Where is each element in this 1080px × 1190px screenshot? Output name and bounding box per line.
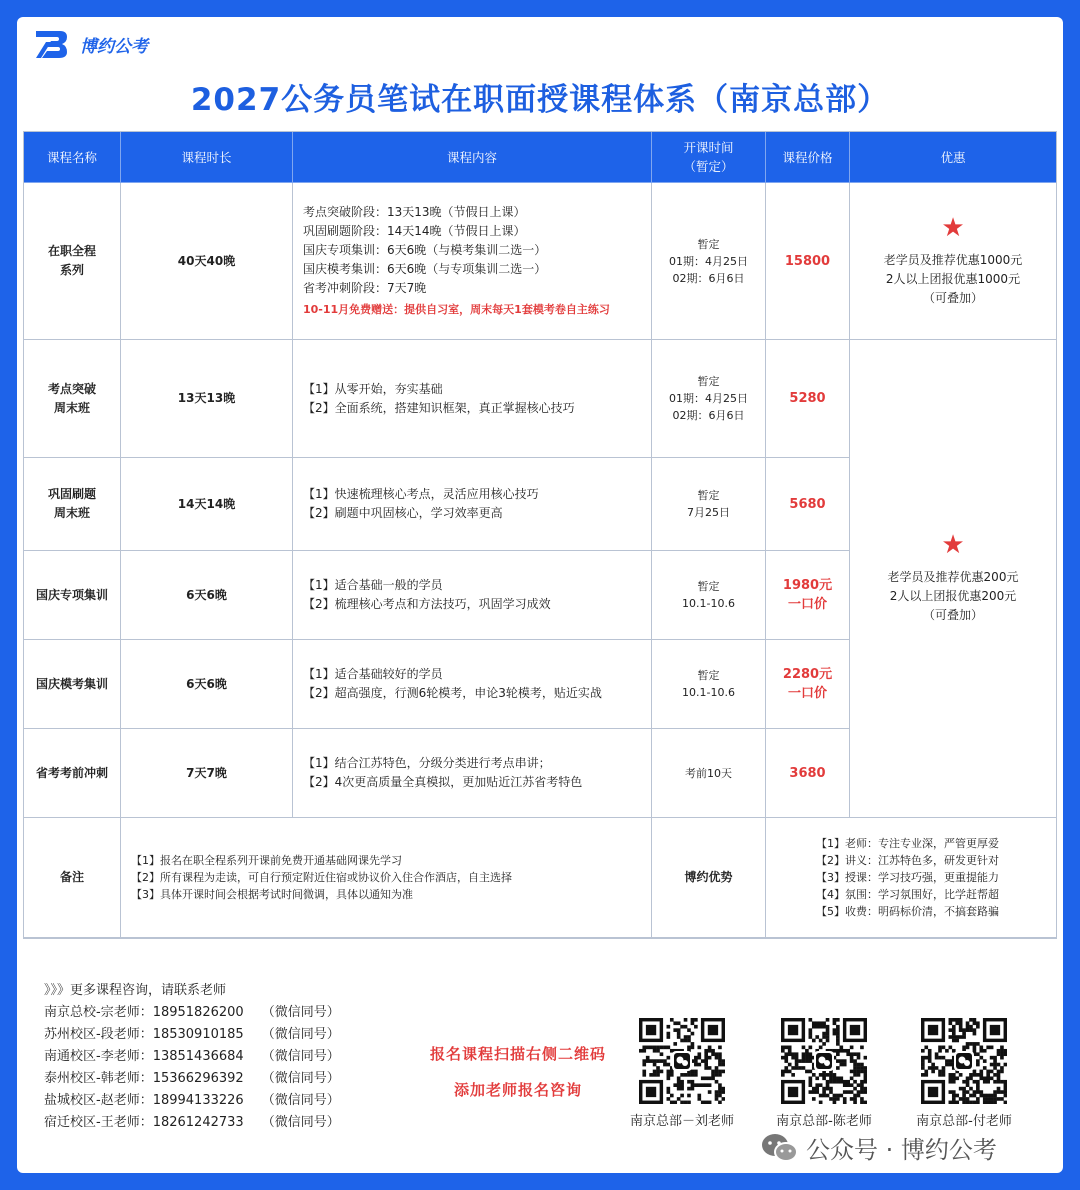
course-content-line: 【2】刷题中巩固核心，学习效率更高 (303, 506, 503, 520)
course-price-text-wrap (783, 665, 832, 703)
column-header (850, 132, 1056, 183)
course-start-line: 01期：4月25日 (669, 392, 748, 405)
advantage-line: 【2】讲义：江苏特色多，研发更针对 (816, 854, 999, 867)
contact-note: （微信同号） (261, 1005, 340, 1020)
course-start-line: 暂定 (697, 580, 720, 593)
course-content-line: 国庆专项集训：6天6晚（与模考集训二选一） (303, 243, 547, 257)
course-content-wrap (303, 380, 575, 418)
course-name (24, 729, 121, 818)
column-header (121, 132, 293, 183)
course-price (766, 458, 850, 551)
course-content-wrap (303, 665, 602, 703)
course-name-text: 省考考前冲刺 (35, 765, 108, 780)
course-name-text: 在职全程 (47, 244, 96, 258)
remarks-label-text: 备注 (59, 870, 84, 884)
course-start-date (652, 458, 766, 551)
course-content-line: 【2】4次更高质量全真模拟，更加贴近江苏省考特色 (303, 775, 583, 789)
course-price-text: 3680 (789, 765, 826, 781)
course-start-line: 暂定 (697, 375, 720, 388)
course-price-text-wrap (789, 764, 825, 783)
watermark-text: 公众号 · 博约公考 (806, 1136, 997, 1164)
contact-row (44, 1068, 340, 1090)
course-price-text: 5280 (789, 391, 826, 406)
course-content-line: 【1】从零开始，夯实基础 (303, 381, 443, 396)
course-content-line: 【2】梳理核心考点和方法技巧，巩固学习成效 (303, 597, 551, 611)
contact-note: （微信同号） (261, 1115, 340, 1130)
page-title: 2027公务员笔试在职面授课程体系（南京总部） (190, 82, 890, 118)
course-content-note: 10-11月免费赠送：提供自习室，周末每天1套模考卷自主练习 (303, 303, 610, 316)
course-duration (121, 183, 293, 340)
remarks-line: 【1】报名在职全程系列开课前免费开通基础网课先学习 (131, 854, 402, 867)
course-price-text: 15800 (784, 253, 831, 269)
course-content-wrap (303, 203, 610, 319)
course-start-date (652, 729, 766, 818)
brand-logo-icon (34, 28, 68, 60)
contact-phone[interactable]: 13851436684 (152, 1049, 244, 1064)
advantage-line: 【5】收费：明码标价清，不搞套路骗 (816, 905, 999, 918)
qr-code-card (764, 1018, 884, 1129)
course-name-text-wrap (48, 380, 96, 418)
contact-intro: 》》》更多课程咨询，请联系老师 (44, 983, 227, 998)
course-start-line: 10.1-10.6 (682, 686, 735, 699)
course-start-line: 02期：6月6日 (672, 409, 745, 422)
discount-line: 老学员及推荐优惠1000元 (883, 252, 1023, 267)
course-start-line: 暂定 (697, 669, 720, 682)
course-name-text-wrap (36, 764, 108, 783)
course-duration-text: 13天13晚 (177, 391, 236, 405)
contact-campus: 南京总校-宗老师： (44, 1005, 153, 1020)
discount-line: （可叠加） (922, 608, 983, 622)
course-content-line: 考点突破阶段：13天13晚（节假日上课） (303, 205, 526, 219)
column-header-text-wrap (940, 148, 965, 167)
signup-prompt-line: 报名课程扫描右侧二维码 (429, 1045, 606, 1063)
course-start-line: 02期：6月6日 (672, 271, 745, 285)
contact-row (44, 1112, 340, 1134)
course-name-text-wrap (48, 485, 96, 523)
contact-note: （微信同号） (261, 1093, 340, 1108)
course-name-text: 周末班 (53, 400, 90, 415)
contact-list (44, 980, 340, 1134)
column-header-text-wrap (47, 148, 97, 167)
advantage-content (766, 818, 1056, 938)
course-duration (121, 551, 293, 640)
wechat-watermark (760, 1130, 997, 1165)
column-header-text: 课程价格 (782, 149, 833, 165)
course-content-wrap (303, 754, 582, 792)
advantage-line: 【1】老师：专注专业深，严管更厚爱 (816, 837, 999, 850)
course-table (23, 131, 1057, 939)
remarks-wrap (131, 852, 512, 903)
course-price-text: 一口价 (787, 686, 827, 701)
column-header (766, 132, 850, 183)
advantage-line: 【4】氛围：学习氛围好，比学赶帮超 (816, 888, 999, 901)
contact-note: （微信同号） (261, 1071, 340, 1086)
column-header-text: 课程时长 (181, 149, 232, 165)
course-start-wrap (687, 487, 730, 521)
course-content-line: 【1】适合基础一般的学员 (303, 578, 443, 592)
course-start-line: 10.1-10.6 (682, 597, 735, 610)
remarks-content (121, 818, 652, 938)
course-name-text: 系列 (59, 263, 84, 277)
course-name (24, 183, 121, 340)
course-duration (121, 729, 293, 818)
discount-line: 老学员及推荐优惠200元 (887, 570, 1019, 584)
contact-note: （微信同号） (261, 1027, 340, 1042)
course-price (766, 640, 850, 729)
discount-line: 2人以上团报优惠1000元 (885, 271, 1021, 286)
column-header (652, 132, 766, 183)
course-duration-text: 6天6晚 (186, 587, 227, 602)
course-start-line: 01期：4月25日 (669, 254, 748, 268)
course-name-text: 周末班 (53, 506, 90, 520)
contact-campus: 南通校区-李老师： (44, 1049, 153, 1064)
discount-cell (850, 183, 1056, 340)
course-content-wrap (303, 576, 551, 614)
contact-campus: 泰州校区-韩老师： (44, 1071, 153, 1086)
course-content (293, 729, 652, 818)
advantage-label (652, 818, 766, 938)
contact-row (44, 1002, 340, 1024)
column-header-text: 课程名称 (46, 149, 97, 165)
course-price (766, 551, 850, 640)
column-header-text: 课程内容 (446, 149, 497, 165)
course-start-line: 暂定 (697, 237, 720, 251)
course-content (293, 551, 652, 640)
course-price (766, 729, 850, 818)
contact-phone[interactable]: 18261242733 (152, 1115, 244, 1130)
course-content (293, 183, 652, 340)
remarks-line: 【2】所有课程为走读，可自行预定附近住宿或协议价入住合作酒店，自主选择 (131, 871, 512, 884)
course-content-line: 【2】全面系统，搭建知识框架，真正掌握核心技巧 (303, 400, 575, 415)
contact-phone[interactable]: 18994133226 (152, 1093, 244, 1108)
column-header-text-wrap (782, 148, 832, 167)
course-name (24, 640, 121, 729)
course-price-text: 1980元 (782, 578, 833, 593)
course-duration-text: 40天40晚 (177, 253, 236, 268)
course-price-text-wrap (783, 576, 832, 614)
contact-phone[interactable]: 18951826200 (152, 1005, 244, 1020)
brand-logo (34, 28, 148, 60)
discount-line: 2人以上团报优惠200元 (889, 589, 1017, 603)
qr-code-image (639, 1018, 725, 1104)
contact-phone[interactable]: 18530910185 (152, 1027, 244, 1042)
course-content (293, 340, 652, 458)
course-start-wrap (682, 667, 735, 701)
course-price-text: 一口价 (787, 597, 827, 612)
course-duration (121, 340, 293, 458)
course-start-date (652, 551, 766, 640)
course-start-wrap (669, 236, 748, 287)
remarks-line: 【3】具体开课时间会根据考试时间微调，具体以通知为准 (131, 888, 413, 901)
course-name-text: 巩固刷题 (47, 487, 96, 501)
contact-campus: 宿迁校区-王老师： (44, 1115, 153, 1130)
contact-campus: 苏州校区-段老师： (44, 1027, 153, 1042)
course-name-text-wrap (36, 586, 108, 605)
course-price (766, 183, 850, 340)
course-start-wrap (685, 765, 732, 782)
contact-note: （微信同号） (261, 1049, 340, 1064)
course-duration-text: 6天6晚 (186, 676, 227, 691)
qr-code-label: 南京总部-陈老师 (776, 1114, 872, 1129)
column-header-text-wrap (181, 148, 231, 167)
course-start-line: 暂定 (697, 489, 720, 502)
wechat-icon (760, 1132, 798, 1164)
column-header-text: 开课时间 (683, 140, 734, 155)
column-header-text: （暂定） (683, 159, 734, 174)
course-start-date (652, 640, 766, 729)
advantage-label-text: 博约优势 (684, 870, 733, 884)
column-header (24, 132, 121, 183)
discount-wrap (883, 212, 1023, 308)
column-header (293, 132, 652, 183)
star-icon: ★ (941, 212, 965, 243)
course-price-text-wrap (789, 495, 825, 514)
course-duration-text: 14天14晚 (177, 496, 236, 511)
column-header-text: 优惠 (940, 149, 966, 165)
course-price (766, 340, 850, 458)
course-price-text-wrap (789, 389, 825, 408)
contact-campus: 盐城校区-赵老师： (44, 1093, 153, 1108)
signup-prompt-line: 添加老师报名咨询 (453, 1081, 582, 1099)
discount-cell (850, 340, 1056, 818)
course-start-line: 7月25日 (687, 506, 730, 519)
signup-prompt (408, 1036, 628, 1108)
course-content-line: 【2】超高强度，行测6轮模考，申论3轮模考，贴近实战 (303, 686, 602, 700)
course-name-text-wrap (48, 242, 96, 280)
course-content-wrap (303, 485, 539, 523)
qr-code-image (921, 1018, 1007, 1104)
course-name (24, 458, 121, 551)
course-name-text: 考点突破 (47, 381, 96, 396)
qr-code-card (622, 1018, 742, 1129)
course-content-line: 【1】结合江苏特色，分级分类进行考点串讲； (303, 756, 551, 770)
qr-code-image (781, 1018, 867, 1104)
advantage-line: 【3】授课：学习技巧强，更重提能力 (816, 871, 999, 884)
course-duration-text: 7天7晚 (186, 765, 227, 780)
course-content (293, 640, 652, 729)
course-duration (121, 640, 293, 729)
qr-code-label: 南京总部-付老师 (916, 1114, 1012, 1129)
star-icon: ★ (941, 530, 965, 560)
brand-name: 博约公考 (80, 36, 148, 57)
course-start-wrap (682, 578, 735, 612)
course-price-text: 5680 (789, 496, 826, 512)
course-content-line: 【1】快速梳理核心考点，灵活应用核心技巧 (303, 487, 539, 501)
column-header-text-wrap (683, 138, 733, 176)
course-start-line: 考前10天 (685, 766, 732, 780)
course-name-text: 国庆模考集训 (35, 676, 108, 691)
column-header-text-wrap (447, 148, 497, 167)
course-name-text: 国庆专项集训 (35, 587, 108, 602)
remarks-label (24, 818, 121, 938)
course-content-line: 【1】适合基础较好的学员 (303, 667, 443, 681)
advantage-wrap (816, 835, 999, 920)
discount-line: （可叠加） (922, 290, 983, 305)
course-start-date (652, 340, 766, 458)
course-content-line: 国庆模考集训：6天6晚（与专项集训二选一） (303, 262, 547, 276)
course-content-line: 巩固刷题阶段：14天14晚（节假日上课） (303, 224, 526, 238)
course-price-text: 2280元 (782, 667, 833, 682)
discount-wrap (888, 532, 1019, 625)
course-start-date (652, 183, 766, 340)
course-start-wrap (669, 373, 748, 424)
contact-phone[interactable]: 15366296392 (152, 1071, 244, 1086)
course-name (24, 551, 121, 640)
contact-row (44, 1090, 340, 1112)
course-name (24, 340, 121, 458)
contact-row (44, 1024, 340, 1046)
course-content (293, 458, 652, 551)
course-content-line: 省考冲刺阶段：7天7晚 (303, 281, 427, 295)
course-price-text-wrap (785, 252, 830, 271)
course-name-text-wrap (36, 675, 108, 694)
qr-code-label: 南京总部－刘老师 (629, 1114, 734, 1129)
course-duration (121, 458, 293, 551)
contact-row (44, 1046, 340, 1068)
qr-code-card (904, 1018, 1024, 1129)
